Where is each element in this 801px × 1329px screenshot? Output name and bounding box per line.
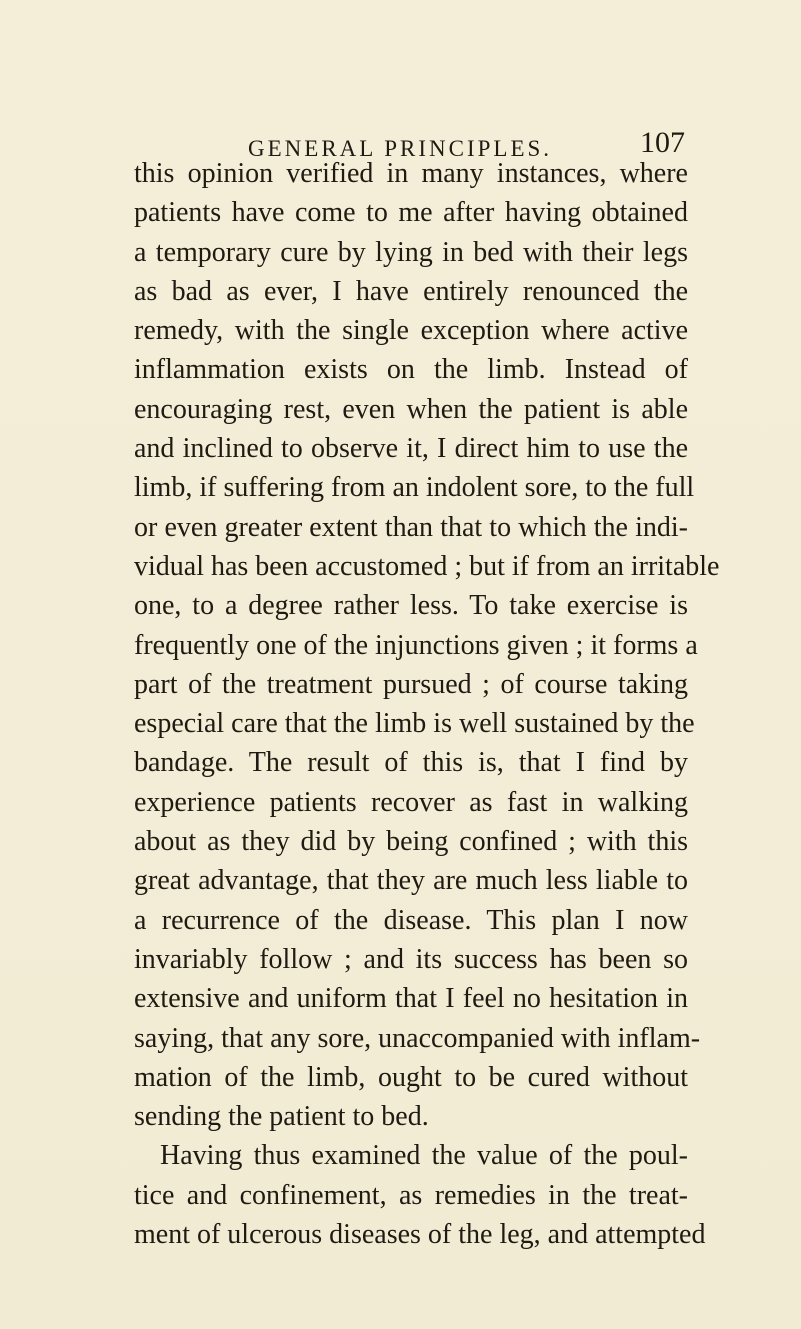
- text-line: extensive and uniform that I feel no hesitation in: [134, 983, 688, 1015]
- text-line: or even greater extent than that to which the indi-: [134, 511, 688, 543]
- text-line: ment of ulcerous diseases of the leg, and attempted: [134, 1219, 706, 1251]
- text-line: encouraging rest, even when the patient is able: [134, 393, 688, 425]
- text-line: especial care that the limb is well sustained by the: [134, 708, 695, 740]
- page-number: 107: [640, 126, 685, 159]
- text-line: a temporary cure by lying in bed with their legs: [134, 236, 688, 268]
- body-text: [134, 154, 720, 1254]
- text-line: one, to a degree rather less. To take exercise is: [134, 590, 688, 622]
- text-line: this opinion verified in many instances, where: [134, 158, 688, 189]
- text-line: great advantage, that they are much less liable to: [134, 865, 688, 897]
- text-line: about as they did by being confined ; with this: [134, 826, 688, 858]
- text-line: sending the patient to bed.: [134, 1101, 429, 1133]
- text-line: remedy, with the single exception where active: [134, 315, 688, 347]
- text-line: frequently one of the injunctions given ; it forms a: [134, 629, 698, 661]
- text-line: inflammation exists on the limb. Instead of: [134, 354, 688, 386]
- running-title: GENERAL PRINCIPLES.: [248, 136, 553, 161]
- text-line: a recurrence of the disease. This plan I now: [134, 904, 688, 936]
- text-line-paragraph-start: Having thus examined the value of the poul-: [160, 1140, 688, 1172]
- text-line: patients have come to me after having obtained: [134, 197, 688, 229]
- text-line: limb, if suffering from an indolent sore, to the full: [134, 472, 695, 504]
- text-line: vidual has been accustomed ; but if from an irritable: [134, 550, 720, 582]
- text-line: as bad as ever, I have entirely renounced the: [134, 275, 688, 307]
- text-line: tice and confinement, as remedies in the treat-: [134, 1179, 688, 1211]
- text-line: saying, that any sore, unaccompanied with inflam-: [134, 1022, 701, 1054]
- text-line: bandage. The result of this is, that I find by: [134, 747, 688, 779]
- text-line: and inclined to observe it, I direct him to use the: [134, 433, 688, 465]
- text-line: experience patients recover as fast in walking: [134, 786, 688, 818]
- text-line: invariably follow ; and its success has been so: [134, 943, 688, 975]
- text-line: mation of the limb, ought to be cured without: [134, 1061, 688, 1093]
- text-line: part of the treatment pursued ; of course taking: [134, 668, 688, 700]
